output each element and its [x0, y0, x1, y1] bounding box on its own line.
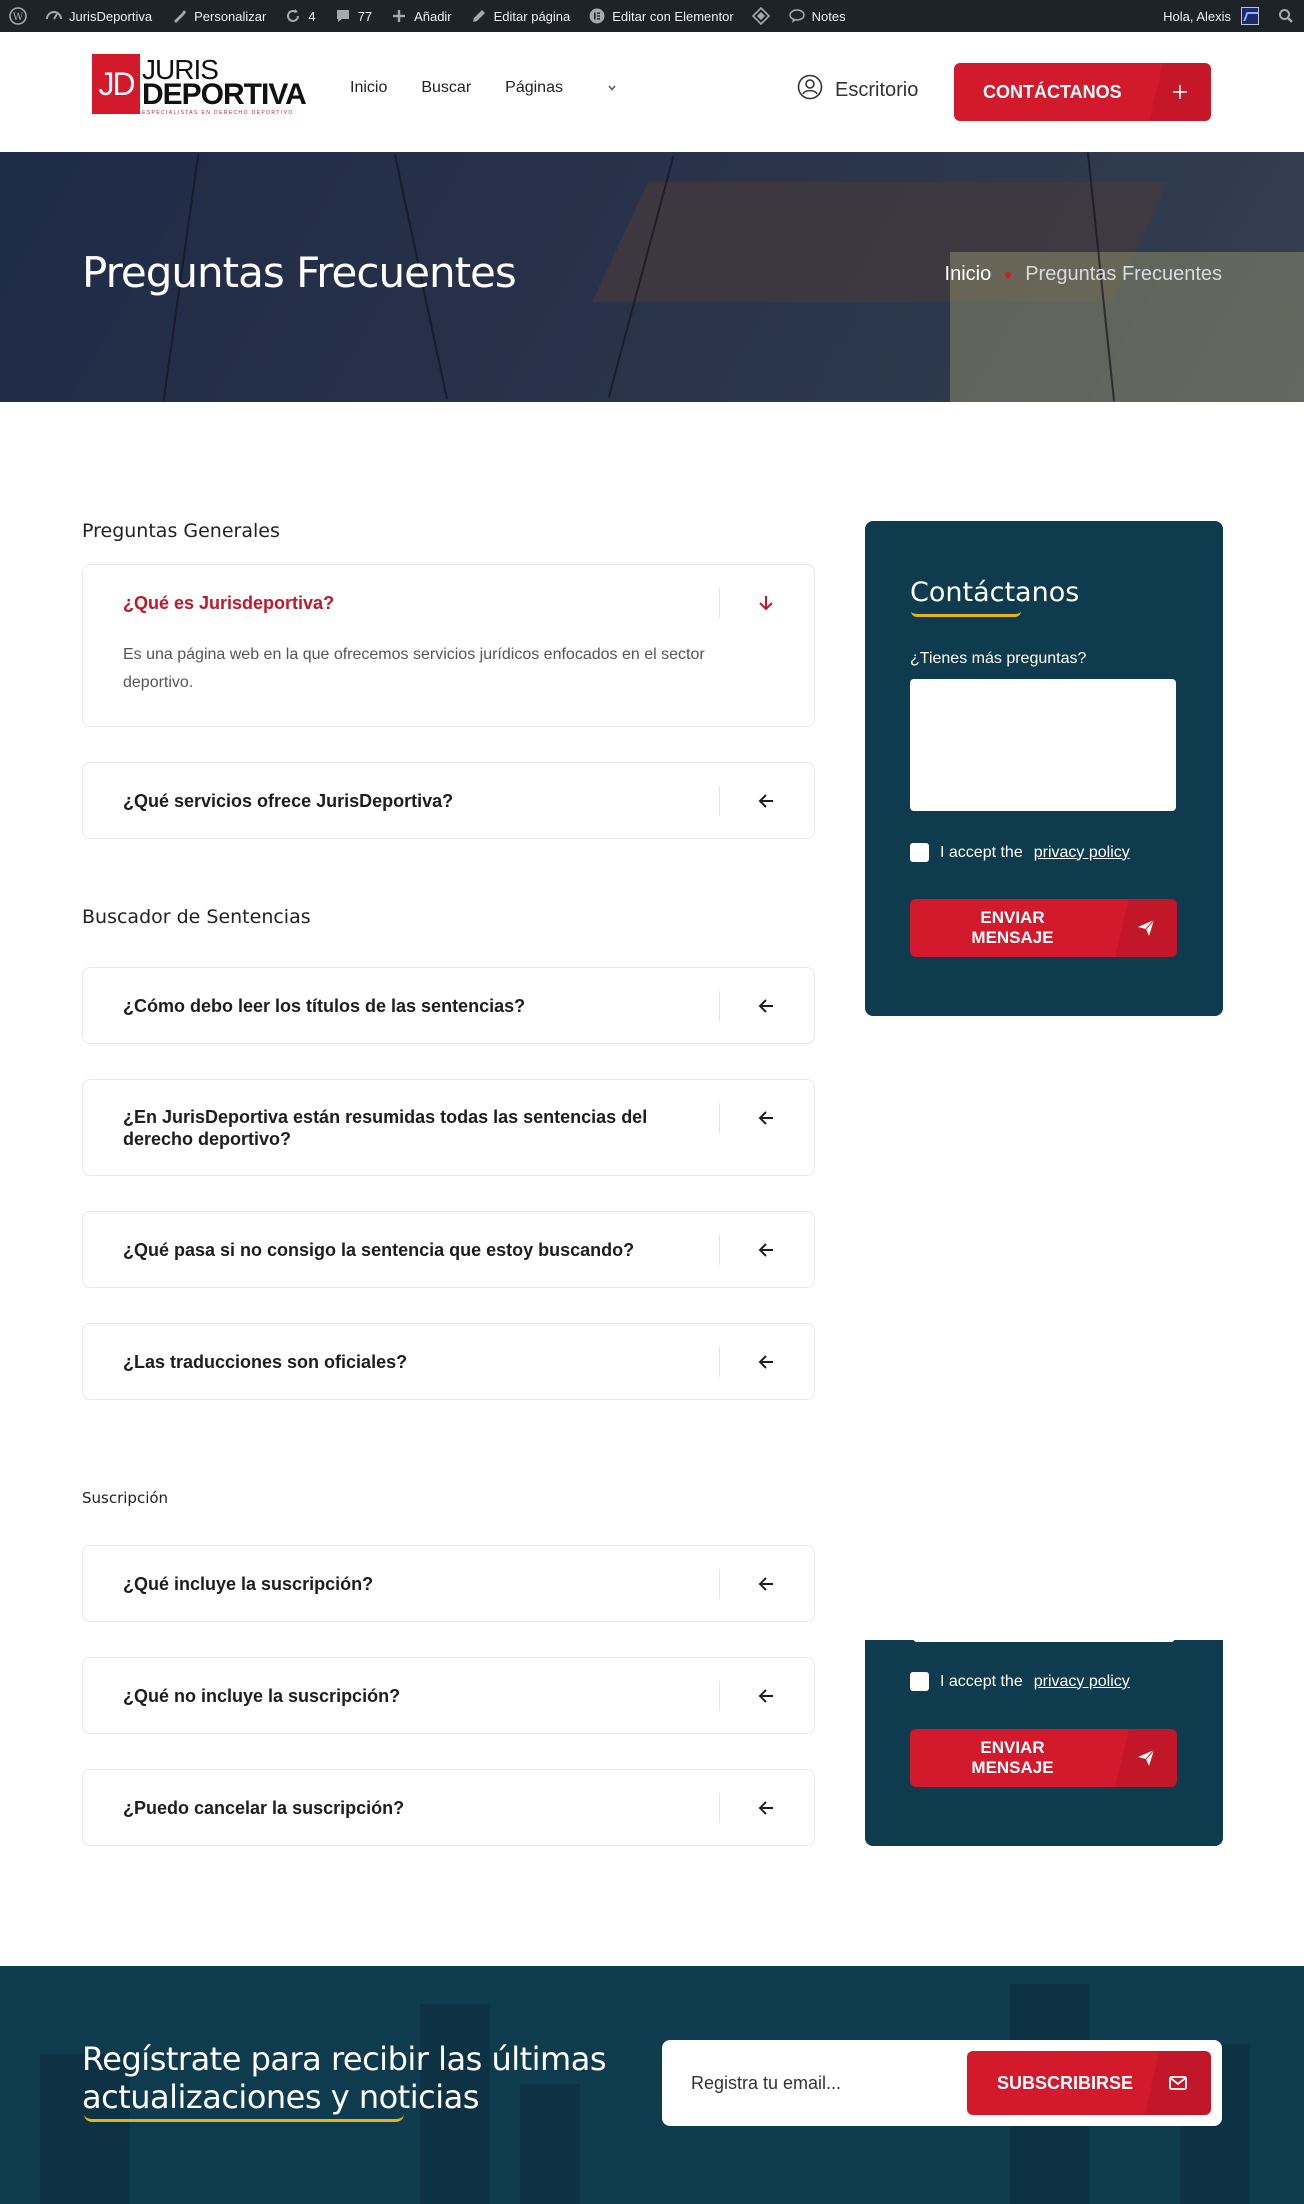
- faq-divider: [719, 1103, 720, 1133]
- faq-item[interactable]: [82, 564, 815, 727]
- send-label-line1: ENVIAR: [980, 1738, 1045, 1757]
- add-new-menu[interactable]: [381, 0, 461, 32]
- comments-menu[interactable]: [325, 0, 381, 32]
- updates-count: 4: [308, 8, 316, 24]
- admin-search[interactable]: [1268, 0, 1304, 32]
- send-label-line2: MENSAJE: [971, 1758, 1054, 1777]
- privacy-policy-link[interactable]: privacy policy: [1033, 843, 1130, 861]
- newsletter-section: [0, 1966, 1304, 2204]
- page-hero: [0, 152, 1304, 402]
- nav-item-paginas[interactable]: [505, 79, 651, 97]
- faq-item[interactable]: [82, 1545, 815, 1622]
- faq-divider: [719, 1681, 720, 1711]
- faq-question: ¿En JurisDeportiva están resumidas todas las sentencias del derecho deportivo?: [123, 1107, 648, 1149]
- faq-question: ¿Qué no incluye la suscripción?: [123, 1686, 401, 1706]
- newsletter-title: [82, 2040, 606, 2116]
- faq-item[interactable]: [82, 967, 815, 1044]
- account-menu[interactable]: [1154, 0, 1268, 32]
- avatar: [1241, 7, 1259, 25]
- faq-question: ¿Qué incluye la suscripción?: [123, 1574, 374, 1594]
- faq-item[interactable]: [82, 1079, 815, 1176]
- email-input[interactable]: Registra tu email...: [691, 2072, 842, 2093]
- faq-section-title: Preguntas Generales: [82, 520, 280, 542]
- arrow-left-icon: [751, 1681, 781, 1711]
- newsletter-title-line2: actualizaciones y noticias: [82, 2078, 479, 2116]
- nav-item-paginas-label: Páginas: [505, 79, 563, 96]
- admin-bar: [0, 0, 1304, 32]
- breadcrumb-current: Preguntas Frecuentes: [1025, 263, 1222, 285]
- page-title: Preguntas Frecuentes: [82, 248, 516, 297]
- message-textarea-edge: [913, 1638, 1175, 1642]
- customize-label: Personalizar: [194, 8, 267, 24]
- privacy-consent: [910, 1672, 1130, 1691]
- logo-mark: JD: [92, 54, 140, 114]
- faq-question: ¿Qué es Jurisdeportiva?: [123, 593, 335, 613]
- site-header: [0, 32, 1304, 152]
- arrow-left-icon: [751, 1569, 781, 1599]
- faq-item[interactable]: [82, 1323, 815, 1400]
- paper-plane-icon: [1115, 1729, 1177, 1787]
- faq-item[interactable]: [82, 1769, 815, 1846]
- accept-text: I accept the: [940, 843, 1023, 861]
- message-textarea[interactable]: [910, 679, 1176, 811]
- faq-item[interactable]: [82, 1211, 815, 1288]
- faq-section-title: Suscripción: [82, 1489, 169, 1507]
- accept-text: I accept the: [940, 1672, 1023, 1690]
- wordpress-menu[interactable]: [0, 0, 36, 32]
- newsletter-form: [662, 2040, 1222, 2126]
- send-button-label: [910, 908, 1115, 948]
- faq-divider: [719, 1347, 720, 1377]
- contact-button-label: CONTÁCTANOS: [983, 81, 1122, 102]
- plus-icon: [390, 7, 408, 25]
- privacy-consent: [910, 843, 1130, 862]
- faq-divider: [719, 1235, 720, 1265]
- user-icon: [797, 74, 823, 106]
- sidebar-title: Contáctanos: [910, 577, 1080, 608]
- question-label: ¿Tienes más preguntas?: [910, 650, 1087, 667]
- greeting: Hola, Alexis: [1163, 8, 1231, 24]
- breadcrumb-home[interactable]: Inicio: [944, 263, 992, 285]
- edit-elementor-link[interactable]: [579, 0, 742, 32]
- plus-icon: [1149, 63, 1211, 121]
- notes-menu[interactable]: [779, 0, 855, 32]
- breadcrumb-separator: [1005, 272, 1011, 278]
- privacy-checkbox[interactable]: [910, 843, 929, 862]
- faq-divider: [719, 991, 720, 1021]
- wordpress-icon: [9, 7, 27, 25]
- faq-divider: [719, 786, 720, 816]
- brush-icon: [170, 7, 188, 25]
- escritorio-link[interactable]: [797, 74, 918, 106]
- newsletter-title-line1: Regístrate para recibir las últimas: [82, 2040, 606, 2078]
- edit-page-label: Editar página: [493, 8, 571, 24]
- faq-divider: [719, 1793, 720, 1823]
- faq-question: ¿Puedo cancelar la suscripción?: [123, 1798, 405, 1818]
- site-name-menu[interactable]: [36, 0, 161, 32]
- arrow-left-icon: [751, 1103, 781, 1133]
- title-underline: [911, 611, 1021, 617]
- updates-menu[interactable]: [275, 0, 324, 32]
- contact-sidebar-sticky: [865, 1640, 1223, 1846]
- dashboard-icon: [45, 7, 63, 25]
- send-message-button[interactable]: [910, 1729, 1177, 1787]
- title-underline: [84, 2114, 404, 2122]
- faq-item[interactable]: [82, 762, 815, 839]
- add-new-label: Añadir: [414, 8, 452, 24]
- send-button-label: [910, 1738, 1115, 1778]
- logo-tagline: ESPECIALISTAS EN DERECHO DEPORTIVO: [142, 110, 294, 116]
- privacy-checkbox[interactable]: [910, 1672, 929, 1691]
- arrow-left-icon: [751, 1347, 781, 1377]
- updates-icon: [284, 7, 302, 25]
- faq-divider: [719, 1569, 720, 1599]
- logo-line1: JURIS: [142, 54, 218, 85]
- arrow-left-icon: [751, 1235, 781, 1265]
- search-icon: [1277, 7, 1295, 25]
- envelope-icon: [1145, 2051, 1211, 2115]
- privacy-policy-link[interactable]: privacy policy: [1033, 1672, 1130, 1690]
- notes-label: Notes: [811, 8, 846, 24]
- comments-count: 77: [357, 8, 373, 24]
- customize-menu[interactable]: [161, 0, 275, 32]
- elementor-icon: [588, 7, 606, 25]
- arrow-left-icon: [751, 991, 781, 1021]
- send-message-button[interactable]: [910, 899, 1177, 957]
- chevron-down-icon: [607, 83, 617, 93]
- contact-button[interactable]: [954, 63, 1211, 121]
- subscribe-button[interactable]: [967, 2051, 1211, 2115]
- nav-item-buscar[interactable]: Buscar: [421, 79, 472, 96]
- send-label-line1: ENVIAR: [980, 908, 1045, 927]
- faq-section-title: Buscador de Sentencias: [82, 906, 311, 928]
- edit-page-link[interactable]: [461, 0, 580, 32]
- comment-icon: [334, 7, 352, 25]
- arrow-left-icon: [751, 1793, 781, 1823]
- faq-question: ¿Cómo debo leer los títulos de las sentencias?: [123, 996, 526, 1016]
- faq-question: ¿Qué pasa si no consigo la sentencia que estoy buscando?: [123, 1240, 635, 1260]
- diamond-icon: [752, 7, 770, 25]
- faq-item[interactable]: [82, 1657, 815, 1734]
- faq-answer: Es una página web en la que ofrecemos servicios jurídicos enfocados en el sector deportivo.: [123, 646, 705, 691]
- contact-sidebar: [865, 521, 1223, 1016]
- site-name: JurisDeportiva: [69, 8, 153, 24]
- logo-line2: DEPORTIVA: [142, 78, 306, 111]
- edit-elementor-label: Editar con Elementor: [612, 8, 734, 24]
- send-label-line2: MENSAJE: [971, 928, 1054, 947]
- paper-plane-icon: [1115, 899, 1177, 957]
- faq-divider: [719, 588, 720, 618]
- main-nav: [350, 79, 685, 97]
- nav-item-inicio[interactable]: Inicio: [350, 79, 388, 96]
- svg-text:W: W: [12, 12, 24, 23]
- escritorio-label: Escritorio: [835, 78, 919, 101]
- diamond-menu[interactable]: [743, 0, 779, 32]
- site-logo[interactable]: [92, 54, 312, 118]
- subscribe-button-label: SUBSCRIBIRSE: [997, 2072, 1134, 2093]
- speech-bubble-icon: [788, 7, 806, 25]
- pencil-icon: [470, 7, 488, 25]
- breadcrumb: [945, 263, 1222, 286]
- arrow-down-icon: [751, 588, 781, 618]
- faq-question: ¿Qué servicios ofrece JurisDeportiva?: [123, 791, 454, 811]
- faq-question: ¿Las traducciones son oficiales?: [123, 1352, 408, 1372]
- arrow-left-icon: [751, 786, 781, 816]
